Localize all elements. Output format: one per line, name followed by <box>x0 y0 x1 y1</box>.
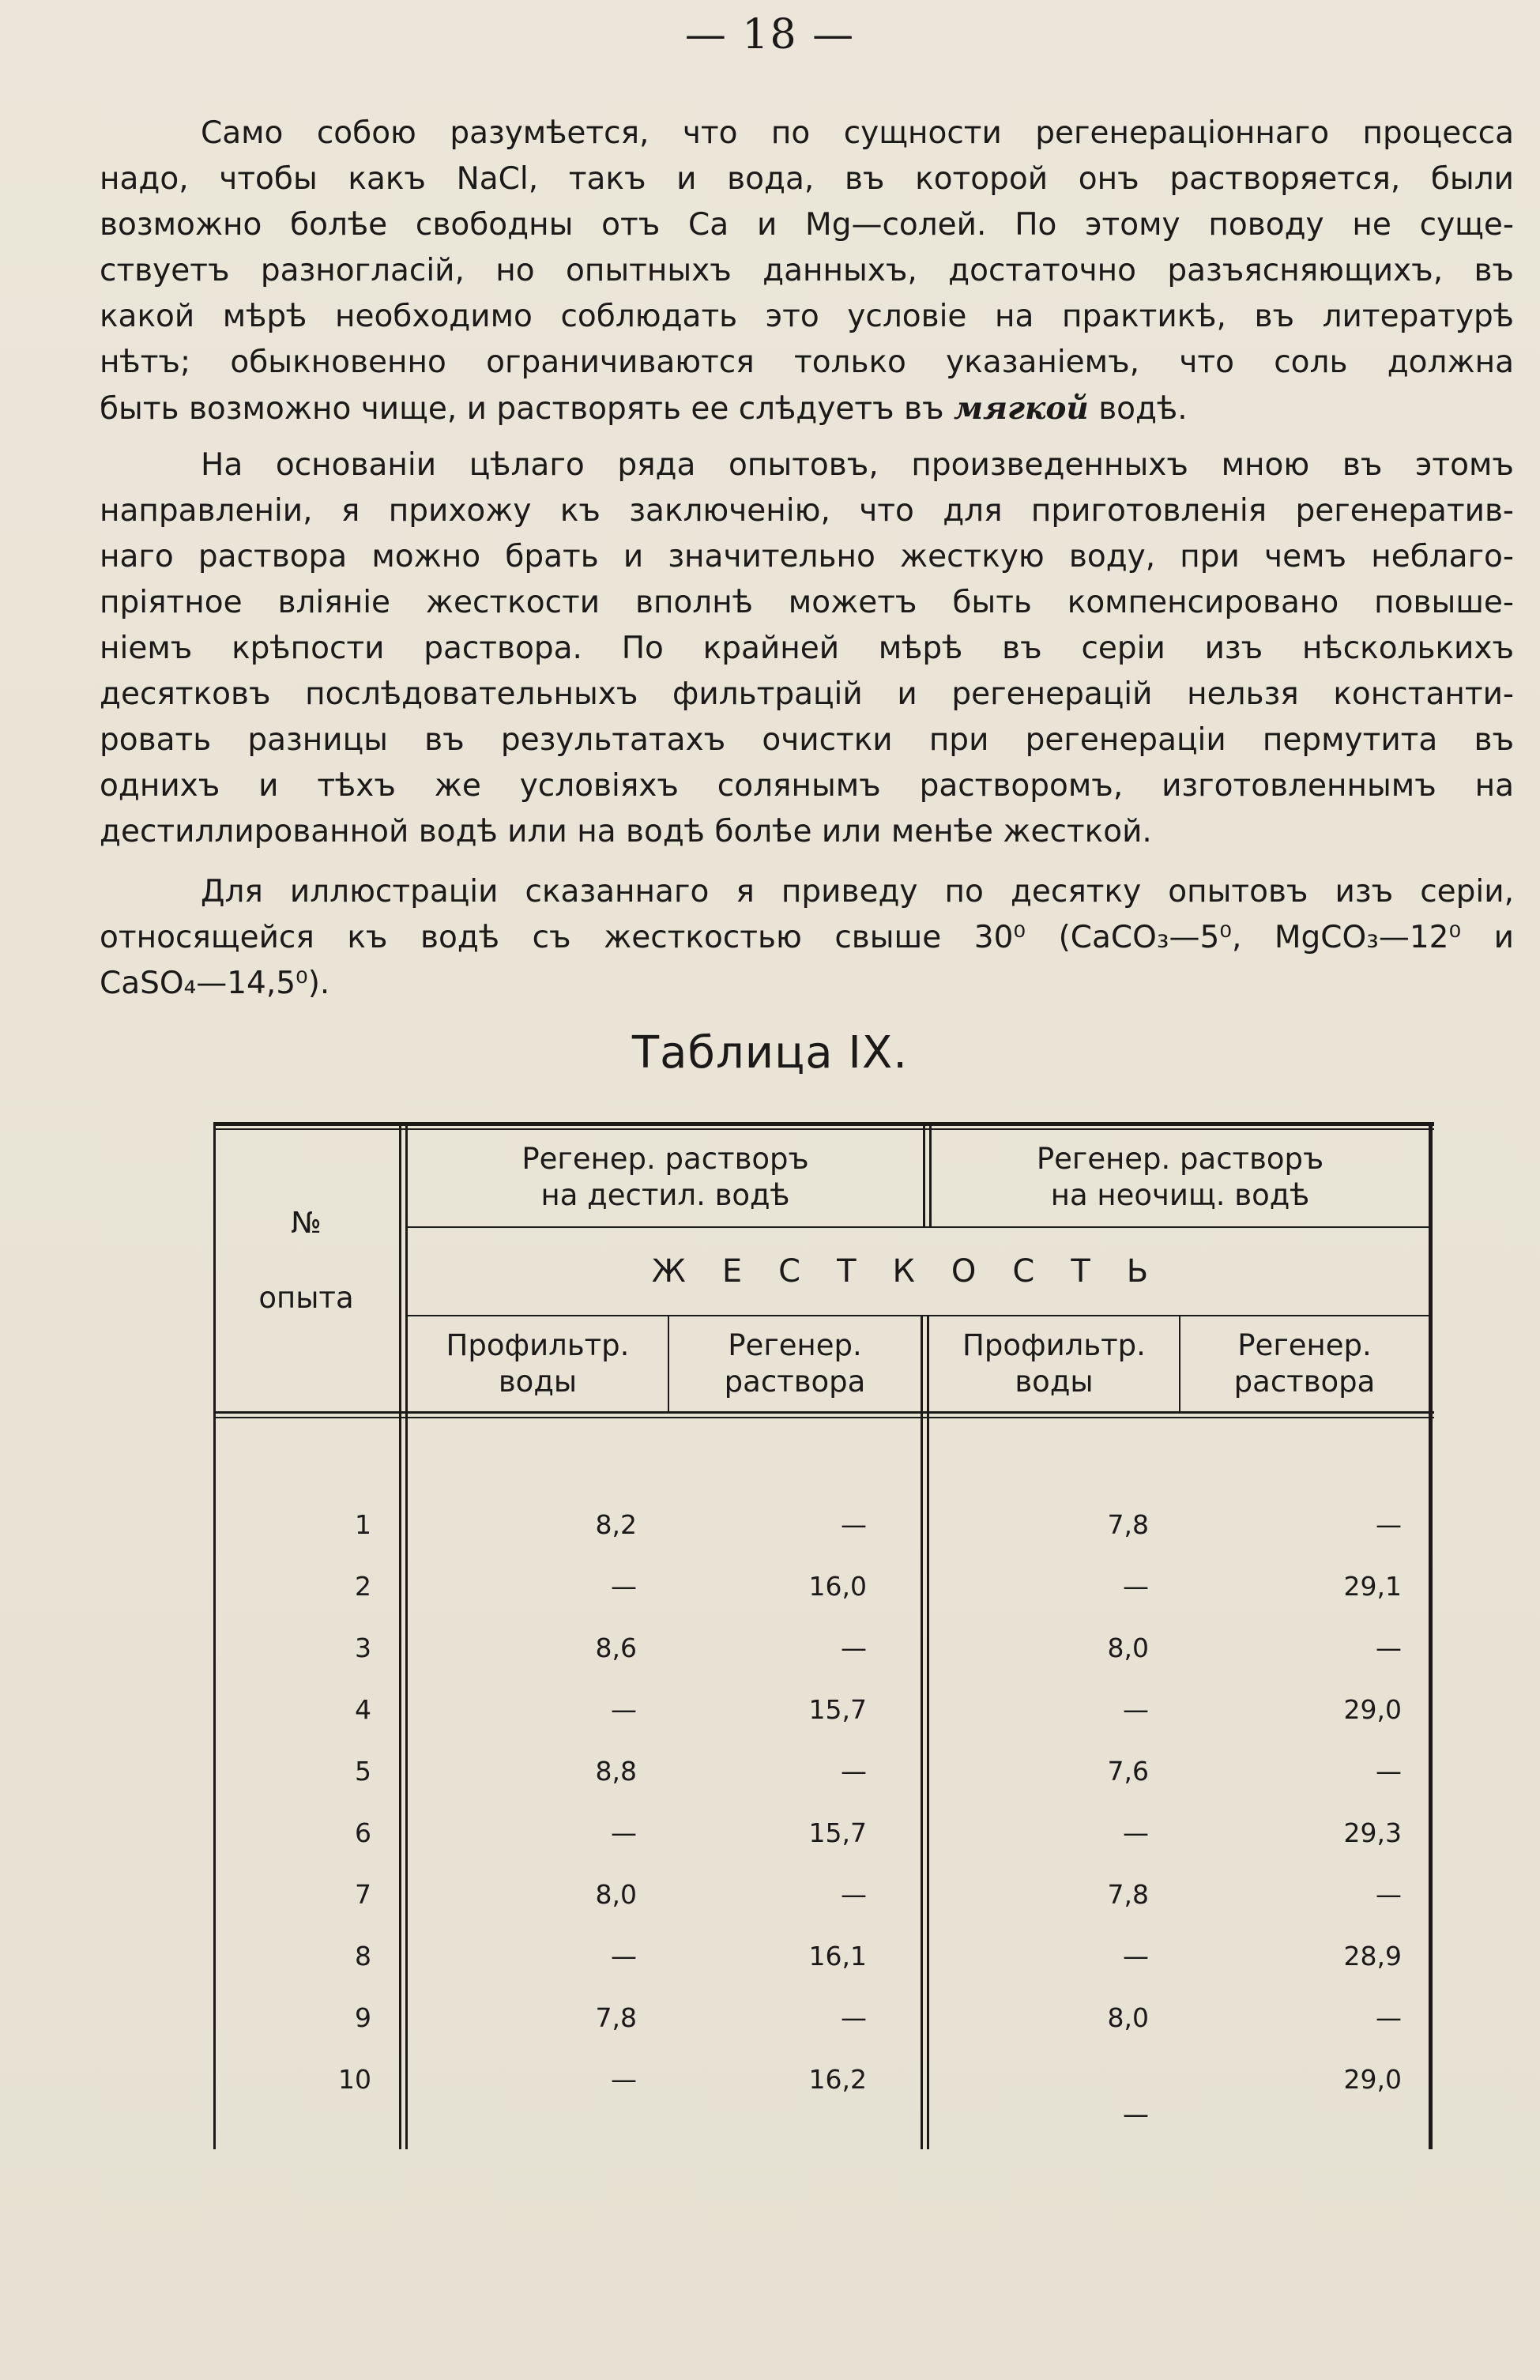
header-no-symbol: № <box>291 1206 322 1240</box>
text-run: быть возможно чище, и растворять ее слѣдуетъ въ <box>100 391 944 427</box>
text-line: относящейся къ водѣ съ жесткостью свыше 30⁰ (CaCO₃—5⁰, MgCO₃—12⁰ и <box>100 920 1514 955</box>
cell-value: — <box>1123 2099 1149 2130</box>
text-line: ровать разницы въ результатахъ очистки при регенераціи пермутита въ <box>100 722 1514 758</box>
cell-value: 16,1 <box>808 1941 867 1971</box>
cell-value: — <box>611 1941 637 1971</box>
text-line: десятковъ послѣдовательныхъ фильтрацій и регенерацій нельзя константи- <box>100 676 1514 712</box>
emphasized-word: мягкой <box>953 390 1089 427</box>
cell-value: 29,1 <box>1343 1571 1402 1602</box>
cell-value: — <box>1376 1509 1402 1540</box>
cell-value: 7,8 <box>1107 1509 1149 1540</box>
paragraph-1 <box>100 111 1514 432</box>
cell-value: — <box>611 2064 637 2095</box>
cell-value: — <box>611 1571 637 1602</box>
cell-value: — <box>1123 1571 1149 1602</box>
cell-value: 15,7 <box>808 1694 867 1725</box>
row-no: 6 <box>355 1817 371 1848</box>
row-no: 7 <box>355 1879 371 1910</box>
header-rule-2 <box>407 1315 1430 1316</box>
cell-value: 7,8 <box>1107 1879 1149 1910</box>
header-sub4-line2: раствора <box>1233 1365 1376 1399</box>
table-title: Таблица IX. <box>631 1027 909 1079</box>
header-group2-line2: на неочищ. водѣ <box>1050 1178 1310 1212</box>
paragraph-2 <box>100 442 1514 855</box>
cell-value: — <box>1376 1756 1402 1787</box>
header-sub4-line1: Регенер. <box>1237 1328 1372 1362</box>
header-sub2-line1: Регенер. <box>728 1328 862 1362</box>
text-line: однихъ и тѣхъ же условіяхъ солянымъ растворомъ, изготовленнымъ на <box>100 768 1514 804</box>
header-span-label: ЖЕСТКОСТЬ <box>651 1253 1185 1290</box>
cell-value: 29,3 <box>1343 1817 1402 1848</box>
cell-value: — <box>841 1879 867 1910</box>
text-line: CaSO₄—14,5⁰). <box>100 966 330 1001</box>
header-bottom-rule-thin <box>213 1417 1434 1418</box>
cell-value: 16,0 <box>808 1571 867 1602</box>
header-group2-line1: Регенер. растворъ <box>1036 1142 1324 1176</box>
cell-value: — <box>1376 2002 1402 2033</box>
row-no: 5 <box>355 1756 371 1787</box>
cell-value: — <box>611 1817 637 1848</box>
header-sub1-line2: воды <box>498 1365 578 1399</box>
cell-value: 29,0 <box>1343 2064 1402 2095</box>
cell-value: 8,6 <box>595 1632 637 1663</box>
text-line: дестиллированной водѣ или на водѣ болѣе или менѣе жесткой. <box>100 814 1152 849</box>
col-divider-no <box>399 1122 401 2149</box>
data-table <box>213 1122 1434 2149</box>
cell-value: 8,2 <box>595 1509 637 1540</box>
text-line: Само собою разумѣется, что по сущности регенераціоннаго процесса <box>201 115 1514 151</box>
row-no: 1 <box>355 1509 371 1540</box>
text-line: Для иллюстраціи сказаннаго я приведу по десятку опытовъ изъ серіи, <box>201 874 1514 909</box>
table-top-rule <box>213 1122 1434 1126</box>
paragraph-3 <box>100 869 1514 1007</box>
text-line: ніемъ крѣпости раствора. По крайней мѣрѣ въ серіи изъ нѣсколькихъ <box>100 631 1514 666</box>
text-run: водѣ. <box>1098 391 1188 427</box>
text-line: нѣтъ; обыкновенно ограничиваются только указаніемъ, что соль должна <box>100 345 1514 380</box>
col-divider-group <box>923 1122 925 1226</box>
row-no: 9 <box>355 2002 371 2033</box>
cell-value: 7,6 <box>1107 1756 1149 1787</box>
text-line: надо, чтобы какъ NaCl, такъ и вода, въ которой онъ растворяется, были <box>100 161 1514 197</box>
cell-value: 29,0 <box>1343 1694 1402 1725</box>
row-no: 10 <box>338 2064 371 2095</box>
cell-value: 16,2 <box>808 2064 867 2095</box>
cell-value: 28,9 <box>1343 1941 1402 1971</box>
cell-value: — <box>1123 1817 1149 1848</box>
cell-value: — <box>1123 1694 1149 1725</box>
cell-value: 8,0 <box>595 1879 637 1910</box>
text-line: какой мѣрѣ необходимо соблюдать это условіе на практикѣ, въ литературѣ <box>100 299 1514 334</box>
cell-value: — <box>1123 1941 1149 1971</box>
cell-value: — <box>841 2002 867 2033</box>
cell-value: 8,0 <box>1107 2002 1149 2033</box>
text-line: направленіи, я прихожу къ заключенію, что для приготовленія регенератив- <box>100 493 1514 529</box>
header-sub3-line2: воды <box>1015 1365 1094 1399</box>
header-group1-line1: Регенер. растворъ <box>521 1142 809 1176</box>
cell-value: 7,8 <box>595 2002 637 2033</box>
header-sub2-line2: раствора <box>724 1365 866 1399</box>
header-bottom-rule <box>213 1411 1434 1414</box>
header-sub1-line1: Профильтр. <box>446 1328 630 1362</box>
header-no-label: опыта <box>258 1281 354 1315</box>
text-line: возможно болѣе свободны отъ Ca и Mg—солей. По этому поводу не суще- <box>100 207 1514 243</box>
cell-value: — <box>611 1694 637 1725</box>
cell-value: — <box>841 1509 867 1540</box>
cell-value: 8,0 <box>1107 1632 1149 1663</box>
header-rule-1 <box>407 1226 1430 1228</box>
cell-value: 15,7 <box>808 1817 867 1848</box>
text-line: пріятное вліяніе жесткости вполнѣ можетъ быть компенсировано повыше- <box>100 585 1514 620</box>
header-group1-line2: на дестил. водѣ <box>540 1178 790 1212</box>
cell-value: 8,8 <box>595 1756 637 1787</box>
text-line: На основаніи цѣлаго ряда опытовъ, произведенныхъ мною въ этомъ <box>201 447 1514 483</box>
col-divider-mid <box>921 1316 923 2149</box>
cell-value: — <box>1376 1879 1402 1910</box>
page-number: — 18 — <box>684 11 856 58</box>
cell-value: — <box>841 1756 867 1787</box>
row-no: 8 <box>355 1941 371 1971</box>
cell-value: — <box>841 1632 867 1663</box>
row-no: 2 <box>355 1571 371 1602</box>
table-right-border <box>1429 1122 1433 2149</box>
text-line: наго раствора можно брать и значительно жесткую воду, при чемъ неблаго- <box>100 539 1514 574</box>
header-sub3-line1: Профильтр. <box>962 1328 1146 1362</box>
row-no: 3 <box>355 1632 371 1663</box>
text-line-last <box>100 386 1514 432</box>
table-top-rule-thin <box>213 1128 1434 1130</box>
row-no: 4 <box>355 1694 371 1725</box>
cell-value: — <box>1376 1632 1402 1663</box>
text-line: ствуетъ разногласій, но опытныхъ данныхъ, достаточно разъясняющихъ, въ <box>100 253 1514 288</box>
